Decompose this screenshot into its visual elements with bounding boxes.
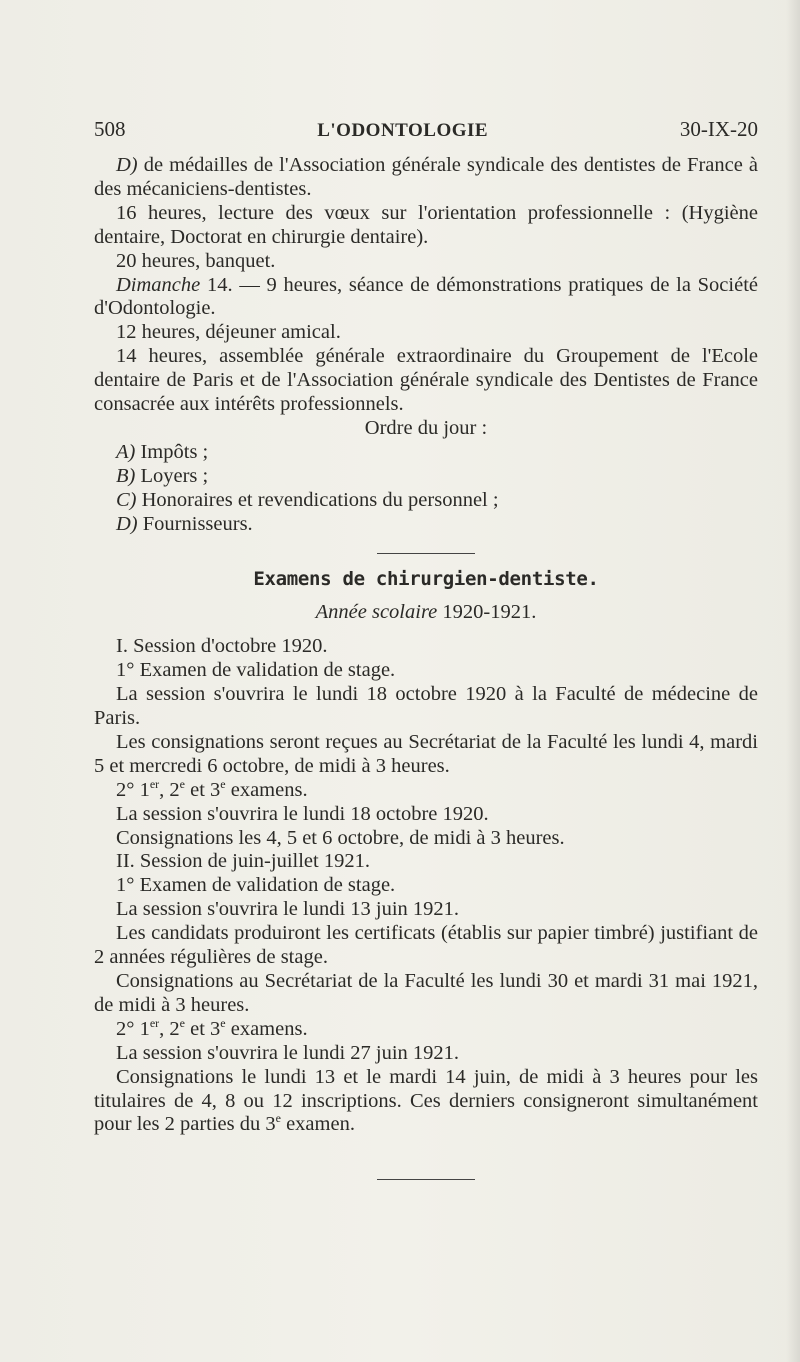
exam-heading: 1° Examen de validation de stage. xyxy=(116,659,396,682)
session-heading: II. Session de juin-juillet 1921. xyxy=(116,850,370,873)
paragraph-12-heures: 12 heures, déjeuner amical. xyxy=(116,321,341,344)
exam-heading: 2° 1er, 2e et 3e examens. xyxy=(116,776,308,801)
agenda-item xyxy=(94,513,758,537)
item-label: D) xyxy=(116,154,138,176)
paragraph-session: La session s'ouvrira le lundi 18 octobre 1920. xyxy=(116,802,489,825)
academic-year xyxy=(94,601,758,625)
end-divider xyxy=(377,1179,475,1180)
paragraph-session: La session s'ouvrira le lundi 27 juin 1921. xyxy=(116,1041,460,1064)
agenda-text: Impôts ; xyxy=(135,440,209,463)
paragraph-consignations: Consignations les 4, 5 et 6 octobre, de midi à 3 heures. xyxy=(116,826,565,849)
text-block xyxy=(94,118,758,1180)
day-label: Dimanche xyxy=(116,273,201,296)
agenda-item xyxy=(94,441,758,465)
agenda-item xyxy=(94,465,758,489)
paragraph-medailles xyxy=(94,154,758,202)
paragraph-certificats: Les candidats produiront les certificats (établis sur papier timbré) justifiant de 2 années régulières de stage. xyxy=(94,922,758,969)
running-header xyxy=(94,118,758,154)
section-title: Examens de chirurgien-dentiste. xyxy=(253,567,599,590)
agenda-item xyxy=(94,489,758,513)
exam-heading: 2° 1er, 2e et 3e examens. xyxy=(116,1015,308,1040)
paragraph-consignations: Les consignations seront reçues au Secrétariat de la Faculté les lundi 4, mardi 5 et mercredi 6 octobre, de midi à 3 heures. xyxy=(94,730,758,777)
exam-heading: 1° Examen de validation de stage. xyxy=(116,874,396,897)
page-number: 508 xyxy=(94,117,126,141)
paragraph-session: La session s'ouvrira le lundi 18 octobre 1920 à la Faculté de médecine de Paris. xyxy=(94,683,758,730)
ordre-du-jour-heading: Ordre du jour : xyxy=(364,416,488,439)
agenda-text: Honoraires et revendications du personnel ; xyxy=(136,488,499,511)
agenda-label: A) xyxy=(116,440,136,463)
paragraph-session: La session s'ouvrira le lundi 13 juin 1921. xyxy=(116,898,460,921)
agenda-label: D) xyxy=(116,512,138,535)
paragraph-consignations: Consignations au Secrétariat de la Faculté les lundi 30 et mardi 31 mai 1921, de midi à 3 heures. xyxy=(94,970,758,1016)
agenda-label: B) xyxy=(116,464,136,487)
academic-year-label: Année scolaire xyxy=(315,601,438,624)
journal-title: L'ODONTOLOGIE xyxy=(317,120,489,141)
section-divider xyxy=(377,553,475,554)
session-heading: I. Session d'octobre 1920. xyxy=(116,635,328,658)
issue-date: 30-IX-20 xyxy=(679,117,758,141)
paragraph-consignations: Consignations le lundi 13 et le mardi 14 juin, de midi à 3 heures pour les titulaires de 4, 8 ou 12 inscriptions. Ces derniers consigneront simultanément pour les 2 parties du 3e examen. xyxy=(94,1065,758,1136)
agenda-text: Fournisseurs. xyxy=(137,512,253,535)
agenda-label: C) xyxy=(116,488,137,511)
academic-year-value: 1920-1921. xyxy=(437,601,537,624)
page-edge-shadow xyxy=(786,0,800,1362)
paragraph-20-heures: 20 heures, banquet. xyxy=(116,249,276,272)
agenda-text: Loyers ; xyxy=(135,464,209,487)
paragraph-text: 14. — 9 heures, séance de démonstrations pratiques de la Société d'Odontologie. xyxy=(94,273,758,320)
paragraph-dimanche xyxy=(94,274,758,322)
paragraph-14-heures: 14 heures, assemblée générale extraordinaire du Groupement de l'Ecole dentaire de Paris et de l'Association générale syndicale des Dentistes de France consacrée aux intérêts professionnels. xyxy=(94,345,758,416)
paragraph-16-heures: 16 heures, lecture des vœux sur l'orientation professionnelle : (Hygiène dentaire, Doctorat en chirurgie dentaire). xyxy=(94,201,758,248)
paragraph-text: de médailles de l'Association générale syndicale des dentistes de France à des mécaniciens-dentistes. xyxy=(94,154,758,200)
